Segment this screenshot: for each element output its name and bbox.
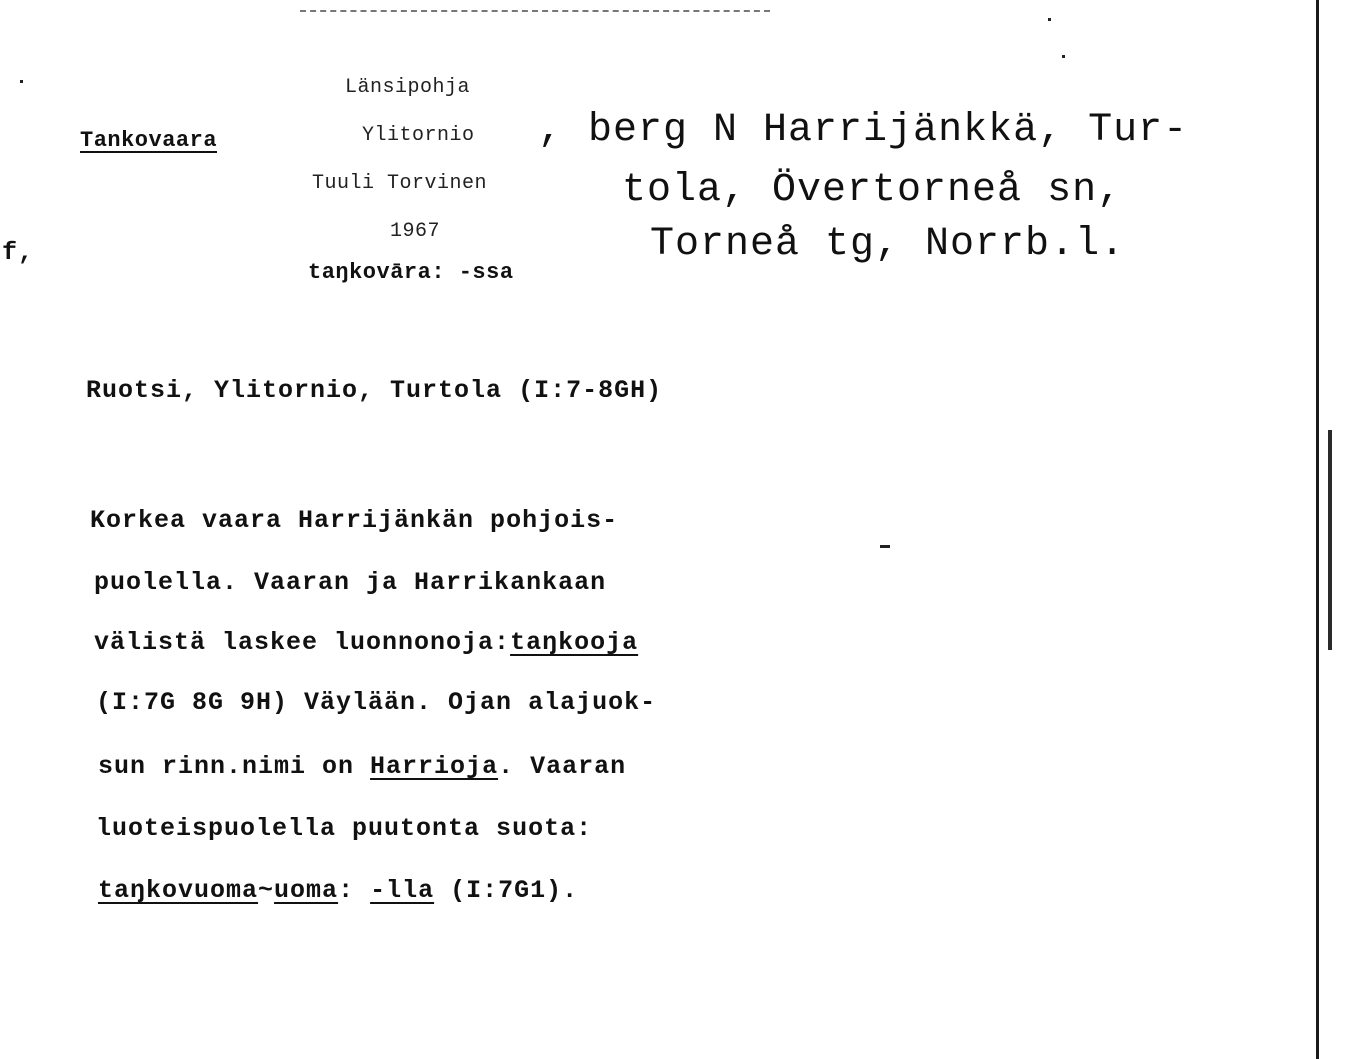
entry-title: Tankovaara (80, 128, 218, 153)
card-edge-shadow (1328, 430, 1332, 650)
swedish-line-3: Torneå tg, Norrb.l. (650, 222, 1126, 267)
swedish-line-1: , berg N Harrijänkkä, Tur- (538, 108, 1189, 153)
colon-sep: : (338, 876, 371, 905)
place-name-tankooja: taŋkooja (510, 628, 639, 657)
tilde-mark: ~ (258, 876, 275, 905)
description-line-4: (I:7G 8G 9H) Väylään. Ojan alajuok- (96, 688, 657, 717)
description-line-1: Korkea vaara Harrijänkän pohjois- (90, 506, 619, 535)
region-label: Länsipohja (345, 76, 471, 99)
top-dash-artifact (300, 10, 770, 14)
year-label: 1967 (390, 220, 441, 243)
informant-label: Tuuli Torvinen (312, 172, 488, 195)
place-name-tankovuoma: taŋkovuoma (98, 876, 259, 905)
description-line-3-text: välistä laskee luonnonoja: (94, 628, 511, 657)
margin-mark: f, (2, 238, 35, 267)
grid-reference: (I:7G1). (434, 876, 579, 905)
speck (1048, 18, 1051, 21)
case-ending-lla: -lla (370, 876, 435, 905)
speck (1062, 55, 1065, 58)
speck (880, 545, 890, 548)
description-line-7 (98, 876, 578, 905)
location-line: Ruotsi, Ylitornio, Turtola (I:7-8GH) (86, 376, 663, 405)
description-line-5-text: sun rinn.nimi on (98, 752, 371, 781)
parish-label: Ylitornio (362, 124, 475, 147)
pronunciation-label: taŋkovāra: -ssa (308, 260, 514, 285)
speck (20, 80, 23, 83)
suffix-uoma: uoma (274, 876, 339, 905)
description-line-6: luoteispuolella puutonta suota: (96, 814, 593, 843)
description-line-5-tail: . Vaaran (498, 752, 627, 781)
place-name-harrioja: Harrioja (370, 752, 499, 781)
description-line-5 (98, 752, 626, 781)
description-line-3 (94, 628, 638, 657)
description-line-2: puolella. Vaaran ja Harrikankaan (94, 568, 607, 597)
card-edge-line (1316, 0, 1319, 1059)
swedish-line-2: tola, Övertorneå sn, (622, 168, 1123, 213)
